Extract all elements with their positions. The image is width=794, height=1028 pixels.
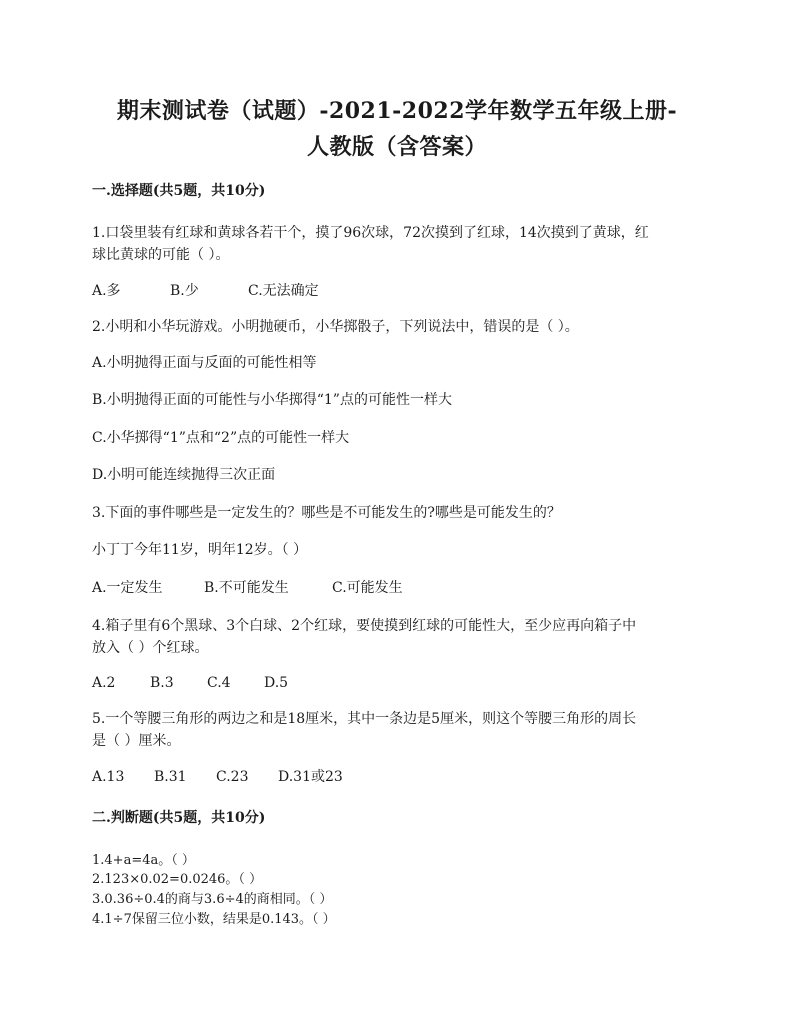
section-heading-judge: 二.判断题(共5题，共10分) (92, 810, 266, 826)
q4-option-c: C.4 (207, 675, 231, 691)
title-line-2: 人教版（含答案） (306, 134, 487, 160)
judge-item-3: 3.0.36÷0.4的商与3.6÷4的商相同。（ ） (92, 892, 333, 907)
q3-option-c: C.可能发生 (332, 580, 403, 596)
q5-option-a: A.13 (92, 769, 125, 785)
q2-line-1: 2.小明和小华玩游戏。小明抛硬币，小华掷骰子，下列说法中，错误的是（ ）。 (92, 319, 579, 335)
q2-option-d: D.小明可能连续抛得三次正面 (92, 467, 276, 483)
q5-line-1: 5.一个等腰三角形的两边之和是18厘米，其中一条边是5厘米，则这个等腰三角形的周长 (92, 711, 637, 727)
q3-line-1: 3.下面的事件哪些是一定发生的？哪些是不可能发生的?哪些是可能发生的？ (92, 505, 561, 521)
q3-options (92, 577, 403, 597)
q5-options (92, 766, 343, 786)
q1-option-c: C.无法确定 (248, 283, 319, 299)
q4-options (92, 675, 288, 691)
q3-option-b: B.不可能发生 (204, 580, 289, 596)
q1-line-2: 球比黄球的可能（ ）。 (92, 247, 230, 263)
q3-line-2: 小丁丁今年11岁，明年12岁。（ ） (92, 542, 308, 558)
q1-option-a: A.多 (92, 283, 121, 299)
q2-option-a: A.小明抛得正面与反面的可能性相等 (92, 355, 317, 371)
title-line-1: 期末测试卷（试题）-2021-2022学年数学五年级上册- (116, 98, 678, 124)
judge-item-2: 2.123×0.02=0.0246。（ ） (92, 872, 263, 887)
judge-item-4: 4.1÷7保留三位小数，结果是0.143。（ ） (92, 912, 336, 927)
section-heading-choice: 一.选择题(共5题，共10分) (92, 183, 266, 199)
judge-item-1: 1.4+a=4a。（ ） (92, 853, 195, 868)
q2-option-b: B.小明抛得正面的可能性与小华掷得“1”点的可能性一样大 (92, 392, 452, 408)
q1-line-1: 1.口袋里装有红球和黄球各若干个，摸了96次球，72次摸到了红球，14次摸到了黄球，红 (92, 225, 649, 241)
q4-line-2: 放入（ ）个红球。 (92, 640, 209, 656)
q3-option-a: A.一定发生 (92, 580, 163, 596)
q4-option-b: B.3 (150, 675, 174, 691)
q4-option-d: D.5 (264, 675, 289, 691)
q1-options (92, 280, 319, 300)
q5-line-2: 是（ ）厘米。 (92, 733, 181, 749)
q2-option-c: C.小华掷得“1”点和“2”点的可能性一样大 (92, 430, 350, 446)
q4-option-a: A.2 (92, 675, 116, 691)
q1-option-b: B.少 (170, 283, 199, 299)
q5-option-b: B.31 (154, 769, 187, 785)
q4-line-1: 4.箱子里有6个黑球、3个白球、2个红球，要使摸到红球的可能性大，至少应再向箱子中 (92, 618, 637, 634)
q5-option-c: C.23 (216, 769, 249, 785)
q5-option-d: D.31或23 (278, 769, 343, 785)
